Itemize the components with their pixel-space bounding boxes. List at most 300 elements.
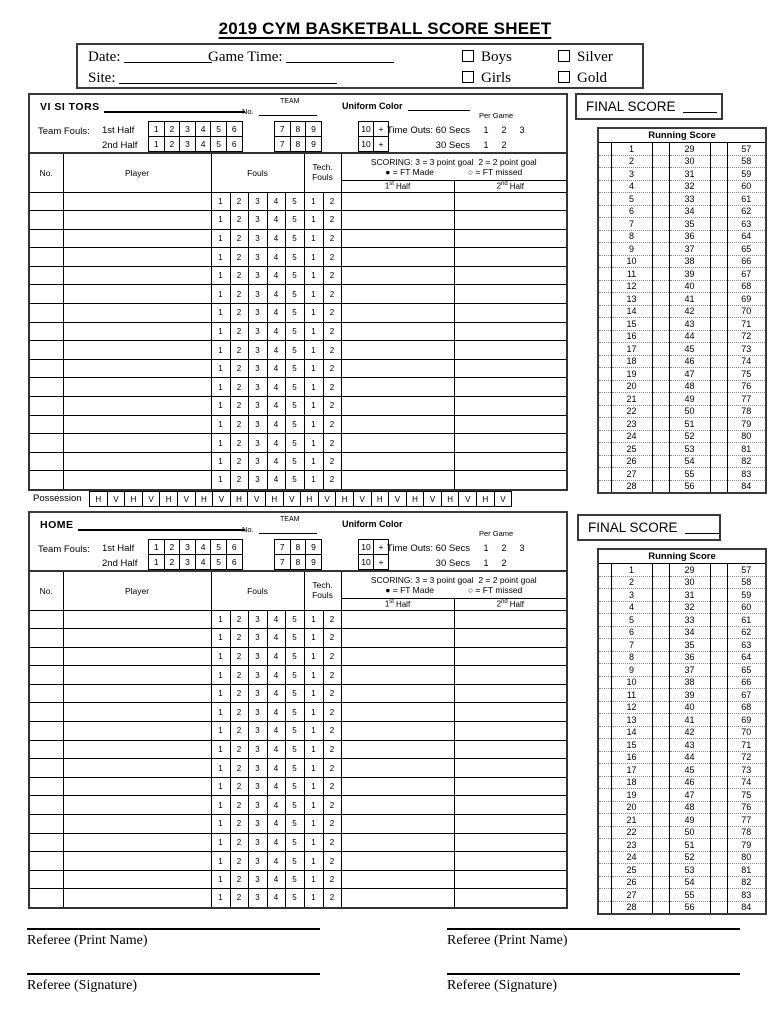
visitors-foul-2-cell[interactable]: 2 [230,266,248,285]
visitors-running-score-15[interactable]: 15 [611,318,652,331]
visitors-player-name-cell[interactable] [63,248,211,267]
visitors-running-score-mark-cell[interactable] [710,193,727,206]
visitors-player-name-cell[interactable] [63,285,211,304]
home-running-score-mark-cell[interactable] [598,614,611,627]
home-running-score-mark-cell[interactable] [710,639,727,652]
visitors-running-score-mark-cell[interactable] [598,193,611,206]
visitors-foul-5-cell[interactable]: 5 [285,341,304,360]
visitors-running-score-mark-cell[interactable] [598,180,611,193]
home-foul-2-cell[interactable]: 2 [230,889,248,908]
home-tech-foul-1-cell[interactable]: 1 [304,815,323,834]
home-running-score-16[interactable]: 16 [611,751,652,764]
visitors-scoring-1st-half-cell[interactable] [341,248,454,267]
home-foul-1-cell[interactable]: 1 [211,703,230,722]
home-foul-1-cell[interactable]: 1 [211,870,230,889]
home-timeout-60-3[interactable]: 3 [519,543,525,553]
visitors-running-score-mark-cell[interactable] [652,468,669,481]
possession-cell-h[interactable]: H [265,491,284,507]
home-running-score-73[interactable]: 73 [727,764,766,777]
visitors-foul-3-cell[interactable]: 3 [248,211,267,230]
possession-cell-v[interactable]: V [212,491,231,507]
home-running-score-74[interactable]: 74 [727,776,766,789]
visitors-foul-2-cell[interactable]: 2 [230,471,248,490]
home-player-name-cell[interactable] [63,722,211,741]
home-tech-foul-2-cell[interactable]: 2 [323,777,341,796]
home-player-name-cell[interactable] [63,703,211,722]
visitors-scoring-1st-half-cell[interactable] [341,452,454,471]
home-foul-5-cell[interactable]: 5 [285,777,304,796]
home-timeout-30-1[interactable]: 1 [483,558,489,568]
visitors-running-score-67[interactable]: 67 [727,268,766,281]
visitors-foul-2-cell[interactable]: 2 [230,248,248,267]
home-foul-1-cell[interactable]: 1 [211,647,230,666]
home-foul-5-cell[interactable]: 5 [285,610,304,629]
possession-cell-v[interactable]: V [142,491,161,507]
home-foul-2-cell[interactable]: 2 [230,740,248,759]
visitors-tech-foul-2-cell[interactable]: 2 [323,471,341,490]
home-timeout-60-2[interactable]: 2 [501,543,507,553]
possession-cell-h[interactable]: H [124,491,143,507]
visitors-player-number-cell[interactable] [29,397,63,416]
visitors-running-score-mark-cell[interactable] [598,330,611,343]
visitors-running-score-mark-cell[interactable] [652,455,669,468]
visitors-running-score-62[interactable]: 62 [727,205,766,218]
visitors-running-score-30[interactable]: 30 [669,155,710,168]
home-scoring-1st-half-cell[interactable] [341,722,454,741]
home-running-score-22[interactable]: 22 [611,826,652,839]
home-running-score-mark-cell[interactable] [652,826,669,839]
home-running-score-mark-cell[interactable] [710,901,727,914]
home-running-score-15[interactable]: 15 [611,739,652,752]
home-foul-3-cell[interactable]: 3 [248,777,267,796]
home-2h-team-foul-9[interactable]: 9 [305,554,322,570]
home-running-score-mark-cell[interactable] [652,776,669,789]
home-foul-2-cell[interactable]: 2 [230,684,248,703]
home-running-score-mark-cell[interactable] [710,864,727,877]
home-foul-5-cell[interactable]: 5 [285,815,304,834]
home-running-score-mark-cell[interactable] [598,701,611,714]
visitors-foul-3-cell[interactable]: 3 [248,415,267,434]
visitors-foul-4-cell[interactable]: 4 [267,211,285,230]
visitors-running-score-mark-cell[interactable] [598,255,611,268]
home-tech-foul-1-cell[interactable]: 1 [304,796,323,815]
home-player-number-cell[interactable] [29,889,63,908]
home-running-score-mark-cell[interactable] [598,814,611,827]
home-scoring-2nd-half-cell[interactable] [454,629,567,648]
visitors-tech-foul-2-cell[interactable]: 2 [323,415,341,434]
home-running-score-mark-cell[interactable] [598,876,611,889]
visitors-running-score-mark-cell[interactable] [652,443,669,456]
home-running-score-mark-cell[interactable] [652,901,669,914]
home-player-name-cell[interactable] [63,796,211,815]
visitors-running-score-4[interactable]: 4 [611,180,652,193]
home-running-score-11[interactable]: 11 [611,689,652,702]
home-foul-4-cell[interactable]: 4 [267,815,285,834]
visitors-foul-4-cell[interactable]: 4 [267,304,285,323]
visitors-timeout-30-1[interactable]: 1 [483,140,489,150]
visitors-running-score-17[interactable]: 17 [611,343,652,356]
home-tech-foul-1-cell[interactable]: 1 [304,684,323,703]
home-foul-3-cell[interactable]: 3 [248,703,267,722]
home-scoring-2nd-half-cell[interactable] [454,815,567,834]
visitors-running-score-mark-cell[interactable] [652,430,669,443]
home-foul-5-cell[interactable]: 5 [285,647,304,666]
home-foul-4-cell[interactable]: 4 [267,870,285,889]
visitors-running-score-71[interactable]: 71 [727,318,766,331]
visitors-running-score-mark-cell[interactable] [598,155,611,168]
visitors-foul-4-cell[interactable]: 4 [267,229,285,248]
home-player-name-cell[interactable] [63,610,211,629]
visitors-tech-foul-1-cell[interactable]: 1 [304,434,323,453]
visitors-tech-foul-1-cell[interactable]: 1 [304,248,323,267]
visitors-running-score-49[interactable]: 49 [669,393,710,406]
visitors-running-score-5[interactable]: 5 [611,193,652,206]
home-tech-foul-2-cell[interactable]: 2 [323,852,341,871]
visitors-foul-1-cell[interactable]: 1 [211,266,230,285]
visitors-running-score-12[interactable]: 12 [611,280,652,293]
visitors-tech-foul-2-cell[interactable]: 2 [323,248,341,267]
home-player-number-cell[interactable] [29,722,63,741]
home-running-score-mark-cell[interactable] [652,726,669,739]
visitors-foul-3-cell[interactable]: 3 [248,341,267,360]
home-running-score-3[interactable]: 3 [611,589,652,602]
home-running-score-65[interactable]: 65 [727,664,766,677]
home-foul-4-cell[interactable]: 4 [267,647,285,666]
home-running-score-58[interactable]: 58 [727,576,766,589]
visitors-tech-foul-2-cell[interactable]: 2 [323,211,341,230]
visitors-tech-foul-2-cell[interactable]: 2 [323,397,341,416]
visitors-running-score-19[interactable]: 19 [611,368,652,381]
home-running-score-mark-cell[interactable] [598,889,611,902]
home-foul-4-cell[interactable]: 4 [267,889,285,908]
visitors-running-score-mark-cell[interactable] [652,193,669,206]
home-2h-team-foul-1[interactable]: 1 [148,554,165,570]
visitors-foul-4-cell[interactable]: 4 [267,452,285,471]
visitors-foul-4-cell[interactable]: 4 [267,471,285,490]
home-running-score-mark-cell[interactable] [652,739,669,752]
visitors-running-score-mark-cell[interactable] [710,468,727,481]
visitors-running-score-mark-cell[interactable] [652,255,669,268]
home-running-score-13[interactable]: 13 [611,714,652,727]
home-running-score-mark-cell[interactable] [598,664,611,677]
visitors-running-score-mark-cell[interactable] [652,218,669,231]
home-foul-3-cell[interactable]: 3 [248,666,267,685]
home-2h-team-foul-10[interactable]: 10 [358,554,374,570]
visitors-foul-5-cell[interactable]: 5 [285,229,304,248]
visitors-running-score-mark-cell[interactable] [598,480,611,493]
visitors-running-score-81[interactable]: 81 [727,443,766,456]
visitors-player-number-cell[interactable] [29,229,63,248]
home-2h-team-foul-5[interactable]: 5 [210,554,227,570]
visitors-running-score-73[interactable]: 73 [727,343,766,356]
visitors-running-score-mark-cell[interactable] [598,243,611,256]
visitors-scoring-2nd-half-cell[interactable] [454,452,567,471]
visitors-running-score-mark-cell[interactable] [652,180,669,193]
home-running-score-26[interactable]: 26 [611,876,652,889]
home-running-score-45[interactable]: 45 [669,764,710,777]
silver-checkbox[interactable] [558,50,570,62]
home-running-score-mark-cell[interactable] [598,739,611,752]
home-player-number-cell[interactable] [29,666,63,685]
visitors-foul-3-cell[interactable]: 3 [248,304,267,323]
home-foul-5-cell[interactable]: 5 [285,629,304,648]
visitors-scoring-2nd-half-cell[interactable] [454,434,567,453]
home-foul-1-cell[interactable]: 1 [211,777,230,796]
home-running-score-mark-cell[interactable] [598,714,611,727]
home-tech-foul-1-cell[interactable]: 1 [304,852,323,871]
visitors-running-score-mark-cell[interactable] [598,468,611,481]
possession-cell-h[interactable]: H [406,491,425,507]
home-running-score-68[interactable]: 68 [727,701,766,714]
home-foul-2-cell[interactable]: 2 [230,852,248,871]
home-running-score-mark-cell[interactable] [598,639,611,652]
home-running-score-70[interactable]: 70 [727,726,766,739]
visitors-timeout-30-2[interactable]: 2 [501,140,507,150]
visitors-tech-foul-1-cell[interactable]: 1 [304,471,323,490]
home-running-score-mark-cell[interactable] [710,651,727,664]
home-1h-team-foul-7[interactable]: 7 [274,539,291,555]
visitors-running-score-mark-cell[interactable] [710,330,727,343]
possession-cell-h[interactable]: H [371,491,390,507]
visitors-running-score-74[interactable]: 74 [727,355,766,368]
home-foul-3-cell[interactable]: 3 [248,759,267,778]
home-player-name-cell[interactable] [63,666,211,685]
possession-cell-v[interactable]: V [177,491,196,507]
visitors-running-score-2[interactable]: 2 [611,155,652,168]
home-running-score-57[interactable]: 57 [727,564,766,577]
home-scoring-1st-half-cell[interactable] [341,629,454,648]
visitors-running-score-23[interactable]: 23 [611,418,652,431]
visitors-running-score-mark-cell[interactable] [652,343,669,356]
home-running-score-mark-cell[interactable] [652,614,669,627]
visitors-running-score-mark-cell[interactable] [710,293,727,306]
visitors-running-score-mark-cell[interactable] [710,218,727,231]
visitors-player-number-cell[interactable] [29,211,63,230]
visitors-running-score-mark-cell[interactable] [652,393,669,406]
visitors-foul-3-cell[interactable]: 3 [248,471,267,490]
home-running-score-61[interactable]: 61 [727,614,766,627]
visitors-foul-4-cell[interactable]: 4 [267,434,285,453]
home-2h-team-foul-plus[interactable]: + [373,554,389,570]
home-foul-3-cell[interactable]: 3 [248,740,267,759]
home-foul-2-cell[interactable]: 2 [230,722,248,741]
visitors-tech-foul-1-cell[interactable]: 1 [304,341,323,360]
home-foul-3-cell[interactable]: 3 [248,833,267,852]
home-foul-1-cell[interactable]: 1 [211,852,230,871]
visitors-player-number-cell[interactable] [29,471,63,490]
home-scoring-1st-half-cell[interactable] [341,703,454,722]
home-team-name-line[interactable] [78,517,246,531]
home-running-score-64[interactable]: 64 [727,651,766,664]
home-2h-team-foul-3[interactable]: 3 [179,554,196,570]
home-running-score-mark-cell[interactable] [652,664,669,677]
home-timeout-30-2[interactable]: 2 [501,558,507,568]
girls-checkbox[interactable] [462,71,474,83]
home-scoring-1st-half-cell[interactable] [341,852,454,871]
home-foul-4-cell[interactable]: 4 [267,610,285,629]
home-foul-1-cell[interactable]: 1 [211,889,230,908]
home-player-name-cell[interactable] [63,759,211,778]
visitors-player-name-cell[interactable] [63,471,211,490]
visitors-2h-team-foul-2[interactable]: 2 [164,136,181,152]
visitors-running-score-44[interactable]: 44 [669,330,710,343]
home-running-score-mark-cell[interactable] [710,576,727,589]
visitors-scoring-2nd-half-cell[interactable] [454,378,567,397]
visitors-running-score-48[interactable]: 48 [669,380,710,393]
visitors-scoring-2nd-half-cell[interactable] [454,304,567,323]
home-2h-team-foul-6[interactable]: 6 [226,554,243,570]
visitors-player-number-cell[interactable] [29,415,63,434]
visitors-running-score-mark-cell[interactable] [710,343,727,356]
home-running-score-mark-cell[interactable] [598,801,611,814]
home-running-score-77[interactable]: 77 [727,814,766,827]
home-foul-1-cell[interactable]: 1 [211,610,230,629]
visitors-running-score-10[interactable]: 10 [611,255,652,268]
home-1h-team-foul-2[interactable]: 2 [164,539,181,555]
home-foul-5-cell[interactable]: 5 [285,870,304,889]
visitors-foul-5-cell[interactable]: 5 [285,415,304,434]
boys-checkbox[interactable] [462,50,474,62]
home-foul-3-cell[interactable]: 3 [248,889,267,908]
visitors-scoring-1st-half-cell[interactable] [341,304,454,323]
visitors-foul-2-cell[interactable]: 2 [230,341,248,360]
visitors-running-score-mark-cell[interactable] [710,168,727,181]
home-running-score-mark-cell[interactable] [652,764,669,777]
home-running-score-mark-cell[interactable] [598,764,611,777]
home-running-score-mark-cell[interactable] [710,626,727,639]
visitors-running-score-7[interactable]: 7 [611,218,652,231]
home-scoring-2nd-half-cell[interactable] [454,722,567,741]
home-foul-4-cell[interactable]: 4 [267,777,285,796]
home-1h-team-foul-1[interactable]: 1 [148,539,165,555]
home-foul-2-cell[interactable]: 2 [230,703,248,722]
visitors-2h-team-foul-5[interactable]: 5 [210,136,227,152]
home-player-number-cell[interactable] [29,647,63,666]
visitors-2h-team-foul-10[interactable]: 10 [358,136,374,152]
visitors-running-score-3[interactable]: 3 [611,168,652,181]
visitors-foul-1-cell[interactable]: 1 [211,359,230,378]
visitors-foul-5-cell[interactable]: 5 [285,266,304,285]
visitors-running-score-9[interactable]: 9 [611,243,652,256]
visitors-running-score-mark-cell[interactable] [710,205,727,218]
home-player-name-cell[interactable] [63,870,211,889]
date-input-line[interactable] [124,49,212,63]
visitors-running-score-75[interactable]: 75 [727,368,766,381]
home-foul-2-cell[interactable]: 2 [230,777,248,796]
home-tech-foul-2-cell[interactable]: 2 [323,722,341,741]
home-running-score-mark-cell[interactable] [652,626,669,639]
home-running-score-82[interactable]: 82 [727,876,766,889]
home-running-score-2[interactable]: 2 [611,576,652,589]
home-running-score-mark-cell[interactable] [710,764,727,777]
visitors-running-score-mark-cell[interactable] [652,230,669,243]
visitors-player-name-cell[interactable] [63,211,211,230]
home-foul-2-cell[interactable]: 2 [230,647,248,666]
visitors-running-score-20[interactable]: 20 [611,380,652,393]
visitors-player-name-cell[interactable] [63,378,211,397]
visitors-running-score-mark-cell[interactable] [710,455,727,468]
home-foul-1-cell[interactable]: 1 [211,759,230,778]
home-scoring-2nd-half-cell[interactable] [454,647,567,666]
visitors-running-score-37[interactable]: 37 [669,243,710,256]
visitors-foul-3-cell[interactable]: 3 [248,229,267,248]
visitors-running-score-mark-cell[interactable] [710,255,727,268]
visitors-foul-2-cell[interactable]: 2 [230,192,248,211]
home-running-score-56[interactable]: 56 [669,901,710,914]
home-running-score-mark-cell[interactable] [710,614,727,627]
home-player-name-cell[interactable] [63,647,211,666]
home-running-score-mark-cell[interactable] [598,676,611,689]
visitors-running-score-mark-cell[interactable] [598,230,611,243]
home-1h-team-foul-9[interactable]: 9 [305,539,322,555]
visitors-running-score-69[interactable]: 69 [727,293,766,306]
visitors-1h-team-foul-1[interactable]: 1 [148,121,165,137]
home-running-score-mark-cell[interactable] [710,801,727,814]
home-running-score-14[interactable]: 14 [611,726,652,739]
home-1h-team-foul-8[interactable]: 8 [290,539,307,555]
home-foul-1-cell[interactable]: 1 [211,629,230,648]
visitors-running-score-mark-cell[interactable] [710,230,727,243]
visitors-foul-2-cell[interactable]: 2 [230,378,248,397]
visitors-foul-1-cell[interactable]: 1 [211,304,230,323]
visitors-player-number-cell[interactable] [29,359,63,378]
home-foul-5-cell[interactable]: 5 [285,703,304,722]
home-running-score-mark-cell[interactable] [710,889,727,902]
visitors-scoring-2nd-half-cell[interactable] [454,248,567,267]
home-running-score-mark-cell[interactable] [598,864,611,877]
home-running-score-mark-cell[interactable] [598,726,611,739]
visitors-foul-5-cell[interactable]: 5 [285,378,304,397]
home-running-score-51[interactable]: 51 [669,839,710,852]
home-running-score-34[interactable]: 34 [669,626,710,639]
home-foul-5-cell[interactable]: 5 [285,722,304,741]
home-running-score-69[interactable]: 69 [727,714,766,727]
home-running-score-6[interactable]: 6 [611,626,652,639]
home-player-number-cell[interactable] [29,870,63,889]
visitors-running-score-mark-cell[interactable] [710,243,727,256]
visitors-foul-4-cell[interactable]: 4 [267,285,285,304]
home-running-score-55[interactable]: 55 [669,889,710,902]
visitors-2h-team-foul-9[interactable]: 9 [305,136,322,152]
visitors-player-name-cell[interactable] [63,359,211,378]
home-player-number-cell[interactable] [29,684,63,703]
home-foul-5-cell[interactable]: 5 [285,740,304,759]
visitors-tech-foul-2-cell[interactable]: 2 [323,304,341,323]
visitors-2h-team-foul-1[interactable]: 1 [148,136,165,152]
home-foul-3-cell[interactable]: 3 [248,629,267,648]
home-running-score-mark-cell[interactable] [652,651,669,664]
home-running-score-mark-cell[interactable] [652,839,669,852]
home-running-score-mark-cell[interactable] [652,864,669,877]
visitors-tech-foul-1-cell[interactable]: 1 [304,359,323,378]
visitors-player-name-cell[interactable] [63,304,211,323]
visitors-foul-2-cell[interactable]: 2 [230,452,248,471]
visitors-running-score-82[interactable]: 82 [727,455,766,468]
home-running-score-17[interactable]: 17 [611,764,652,777]
home-running-score-4[interactable]: 4 [611,601,652,614]
visitors-team-no-line[interactable] [259,106,317,116]
home-tech-foul-2-cell[interactable]: 2 [323,870,341,889]
home-running-score-52[interactable]: 52 [669,851,710,864]
visitors-2h-team-foul-3[interactable]: 3 [179,136,196,152]
home-running-score-mark-cell[interactable] [710,776,727,789]
home-foul-4-cell[interactable]: 4 [267,629,285,648]
visitors-scoring-1st-half-cell[interactable] [341,415,454,434]
home-1h-team-foul-10[interactable]: 10 [358,539,374,555]
visitors-tech-foul-1-cell[interactable]: 1 [304,285,323,304]
visitors-foul-1-cell[interactable]: 1 [211,322,230,341]
home-running-score-31[interactable]: 31 [669,589,710,602]
